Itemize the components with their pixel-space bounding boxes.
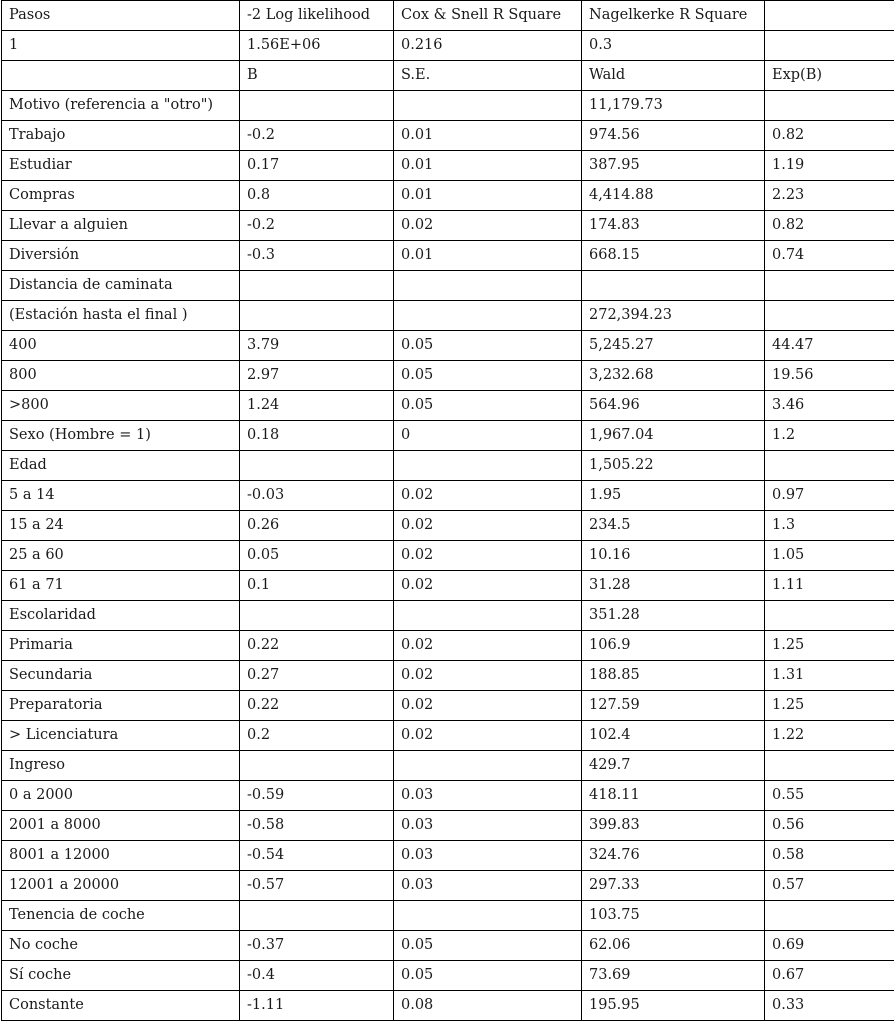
b-cell: -0.58 bbox=[240, 811, 394, 841]
b-cell: -0.4 bbox=[240, 961, 394, 991]
variable-cell: 400 bbox=[2, 331, 240, 361]
variable-cell: 2001 a 8000 bbox=[2, 811, 240, 841]
b-cell bbox=[240, 301, 394, 331]
se-cell: 0 bbox=[394, 421, 582, 451]
b-cell: -0.3 bbox=[240, 241, 394, 271]
wald-cell: 10.16 bbox=[582, 541, 765, 571]
b-cell bbox=[240, 271, 394, 301]
variable-cell: Compras bbox=[2, 181, 240, 211]
variable-cell bbox=[2, 61, 240, 91]
wald-cell: 1.95 bbox=[582, 481, 765, 511]
se-cell: 0.05 bbox=[394, 331, 582, 361]
se-cell bbox=[394, 601, 582, 631]
table-row bbox=[2, 871, 894, 901]
expb-cell bbox=[765, 91, 894, 121]
se-cell: 0.05 bbox=[394, 391, 582, 421]
table-row bbox=[2, 661, 894, 691]
se-cell bbox=[394, 301, 582, 331]
table-row bbox=[2, 691, 894, 721]
variable-cell: 15 a 24 bbox=[2, 511, 240, 541]
wald-cell: 1,967.04 bbox=[582, 421, 765, 451]
se-cell: 0.01 bbox=[394, 241, 582, 271]
table-row bbox=[2, 751, 894, 781]
b-cell: -0.57 bbox=[240, 871, 394, 901]
se-cell: 0.01 bbox=[394, 121, 582, 151]
expb-cell: 19.56 bbox=[765, 361, 894, 391]
table-row bbox=[2, 241, 894, 271]
expb-cell: 0.67 bbox=[765, 961, 894, 991]
variable-cell: Tenencia de coche bbox=[2, 901, 240, 931]
variable-cell: 800 bbox=[2, 361, 240, 391]
expb-cell: 0.56 bbox=[765, 811, 894, 841]
se-cell bbox=[394, 91, 582, 121]
wald-cell: 31.28 bbox=[582, 571, 765, 601]
table-row bbox=[2, 781, 894, 811]
wald-cell: 4,414.88 bbox=[582, 181, 765, 211]
expb-cell: 1.2 bbox=[765, 421, 894, 451]
se-cell: 0.03 bbox=[394, 811, 582, 841]
se-cell: 0.05 bbox=[394, 931, 582, 961]
se-cell: 0.02 bbox=[394, 481, 582, 511]
wald-cell: 102.4 bbox=[582, 721, 765, 751]
wald-cell: 351.28 bbox=[582, 601, 765, 631]
se-cell: 0.01 bbox=[394, 151, 582, 181]
b-cell: 0.18 bbox=[240, 421, 394, 451]
expb-cell: 0.33 bbox=[765, 991, 894, 1021]
expb-cell: 1.25 bbox=[765, 631, 894, 661]
se-cell: 0.01 bbox=[394, 181, 582, 211]
table-row bbox=[2, 301, 894, 331]
variable-cell: Motivo (referencia a "otro") bbox=[2, 91, 240, 121]
table-row bbox=[2, 421, 894, 451]
b-cell: 0.05 bbox=[240, 541, 394, 571]
table-body bbox=[2, 1, 894, 1021]
variable-cell: 12001 a 20000 bbox=[2, 871, 240, 901]
wald-cell: 429.7 bbox=[582, 751, 765, 781]
expb-cell bbox=[765, 301, 894, 331]
table-row bbox=[2, 211, 894, 241]
b-cell: B bbox=[240, 61, 394, 91]
b-cell: 1.24 bbox=[240, 391, 394, 421]
table-row bbox=[2, 271, 894, 301]
table-row bbox=[2, 901, 894, 931]
se-cell: 0.08 bbox=[394, 991, 582, 1021]
b-cell: -0.59 bbox=[240, 781, 394, 811]
table-row bbox=[2, 181, 894, 211]
b-cell: -0.03 bbox=[240, 481, 394, 511]
variable-cell: (Estación hasta el final ) bbox=[2, 301, 240, 331]
b-cell: 1.56E+06 bbox=[240, 31, 394, 61]
b-cell bbox=[240, 601, 394, 631]
table-row bbox=[2, 541, 894, 571]
wald-cell: 324.76 bbox=[582, 841, 765, 871]
b-cell: 2.97 bbox=[240, 361, 394, 391]
expb-cell bbox=[765, 271, 894, 301]
variable-cell: Estudiar bbox=[2, 151, 240, 181]
wald-cell bbox=[582, 271, 765, 301]
table-row bbox=[2, 331, 894, 361]
wald-cell: 668.15 bbox=[582, 241, 765, 271]
regression-results-table bbox=[1, 0, 894, 1021]
header-row bbox=[2, 1, 894, 31]
wald-cell: 188.85 bbox=[582, 661, 765, 691]
se-cell: 0.02 bbox=[394, 511, 582, 541]
variable-cell: Distancia de caminata bbox=[2, 271, 240, 301]
b-cell: 0.2 bbox=[240, 721, 394, 751]
se-cell: 0.02 bbox=[394, 691, 582, 721]
se-cell: 0.03 bbox=[394, 871, 582, 901]
wald-cell: 0.3 bbox=[582, 31, 765, 61]
wald-cell: 418.11 bbox=[582, 781, 765, 811]
se-cell: 0.02 bbox=[394, 661, 582, 691]
variable-cell: > Licenciatura bbox=[2, 721, 240, 751]
b-cell bbox=[240, 451, 394, 481]
wald-cell: 5,245.27 bbox=[582, 331, 765, 361]
expb-cell: Exp(B) bbox=[765, 61, 894, 91]
variable-cell: Trabajo bbox=[2, 121, 240, 151]
se-cell: 0.02 bbox=[394, 541, 582, 571]
summary-row bbox=[2, 31, 894, 61]
se-cell bbox=[394, 751, 582, 781]
table-row bbox=[2, 721, 894, 751]
se-cell bbox=[394, 451, 582, 481]
wald-cell: 62.06 bbox=[582, 931, 765, 961]
table-row bbox=[2, 931, 894, 961]
column-header-row bbox=[2, 61, 894, 91]
expb-cell: 1.11 bbox=[765, 571, 894, 601]
expb-cell: 1.25 bbox=[765, 691, 894, 721]
table-row bbox=[2, 481, 894, 511]
b-cell: 0.8 bbox=[240, 181, 394, 211]
expb-cell bbox=[765, 751, 894, 781]
expb-cell: 0.82 bbox=[765, 211, 894, 241]
wald-cell: 127.59 bbox=[582, 691, 765, 721]
wald-cell: 234.5 bbox=[582, 511, 765, 541]
table-row bbox=[2, 121, 894, 151]
wald-cell: 387.95 bbox=[582, 151, 765, 181]
expb-cell: 0.58 bbox=[765, 841, 894, 871]
se-cell: 0.03 bbox=[394, 781, 582, 811]
expb-cell: 0.57 bbox=[765, 871, 894, 901]
variable-cell: No coche bbox=[2, 931, 240, 961]
wald-cell: Wald bbox=[582, 61, 765, 91]
variable-cell: Primaria bbox=[2, 631, 240, 661]
variable-cell: 1 bbox=[2, 31, 240, 61]
table-row bbox=[2, 451, 894, 481]
expb-cell: 1.05 bbox=[765, 541, 894, 571]
se-cell: 0.05 bbox=[394, 361, 582, 391]
b-cell: 0.27 bbox=[240, 661, 394, 691]
variable-cell: Escolaridad bbox=[2, 601, 240, 631]
b-cell: 0.1 bbox=[240, 571, 394, 601]
wald-cell: 1,505.22 bbox=[582, 451, 765, 481]
expb-cell: 1.19 bbox=[765, 151, 894, 181]
variable-cell: 0 a 2000 bbox=[2, 781, 240, 811]
expb-cell bbox=[765, 1, 894, 31]
variable-cell: 5 a 14 bbox=[2, 481, 240, 511]
expb-cell: 0.74 bbox=[765, 241, 894, 271]
se-cell: 0.02 bbox=[394, 721, 582, 751]
wald-cell: 106.9 bbox=[582, 631, 765, 661]
variable-cell: 61 a 71 bbox=[2, 571, 240, 601]
expb-cell: 1.31 bbox=[765, 661, 894, 691]
expb-cell: 44.47 bbox=[765, 331, 894, 361]
expb-cell: 0.82 bbox=[765, 121, 894, 151]
se-cell: 0.02 bbox=[394, 571, 582, 601]
b-cell: -0.2 bbox=[240, 211, 394, 241]
table-row bbox=[2, 151, 894, 181]
variable-cell: 8001 a 12000 bbox=[2, 841, 240, 871]
variable-cell: Edad bbox=[2, 451, 240, 481]
wald-cell: 174.83 bbox=[582, 211, 765, 241]
b-cell bbox=[240, 91, 394, 121]
variable-cell: Preparatoria bbox=[2, 691, 240, 721]
wald-cell: 564.96 bbox=[582, 391, 765, 421]
variable-cell: Llevar a alguien bbox=[2, 211, 240, 241]
se-cell: 0.03 bbox=[394, 841, 582, 871]
variable-cell: Ingreso bbox=[2, 751, 240, 781]
wald-cell: 195.95 bbox=[582, 991, 765, 1021]
table-row bbox=[2, 391, 894, 421]
b-cell: -0.37 bbox=[240, 931, 394, 961]
wald-cell: 73.69 bbox=[582, 961, 765, 991]
se-cell bbox=[394, 901, 582, 931]
se-cell: Cox & Snell R Square bbox=[394, 1, 582, 31]
wald-cell: 103.75 bbox=[582, 901, 765, 931]
se-cell: 0.02 bbox=[394, 211, 582, 241]
table-row bbox=[2, 91, 894, 121]
table-row bbox=[2, 811, 894, 841]
expb-cell bbox=[765, 601, 894, 631]
se-cell: S.E. bbox=[394, 61, 582, 91]
b-cell: -0.54 bbox=[240, 841, 394, 871]
table-row bbox=[2, 961, 894, 991]
b-cell: 0.22 bbox=[240, 631, 394, 661]
b-cell: -1.11 bbox=[240, 991, 394, 1021]
b-cell: -2 Log likelihood bbox=[240, 1, 394, 31]
wald-cell: 399.83 bbox=[582, 811, 765, 841]
variable-cell: Secundaria bbox=[2, 661, 240, 691]
wald-cell: 974.56 bbox=[582, 121, 765, 151]
expb-cell: 0.55 bbox=[765, 781, 894, 811]
wald-cell: Nagelkerke R Square bbox=[582, 1, 765, 31]
variable-cell: Sí coche bbox=[2, 961, 240, 991]
table-row bbox=[2, 511, 894, 541]
variable-cell: Diversión bbox=[2, 241, 240, 271]
table-row bbox=[2, 631, 894, 661]
b-cell: 3.79 bbox=[240, 331, 394, 361]
variable-cell: >800 bbox=[2, 391, 240, 421]
expb-cell: 0.69 bbox=[765, 931, 894, 961]
variable-cell: Pasos bbox=[2, 1, 240, 31]
expb-cell: 0.97 bbox=[765, 481, 894, 511]
expb-cell bbox=[765, 901, 894, 931]
b-cell bbox=[240, 901, 394, 931]
b-cell: 0.22 bbox=[240, 691, 394, 721]
expb-cell bbox=[765, 451, 894, 481]
variable-cell: 25 a 60 bbox=[2, 541, 240, 571]
table-row bbox=[2, 361, 894, 391]
se-cell: 0.05 bbox=[394, 961, 582, 991]
wald-cell: 11,179.73 bbox=[582, 91, 765, 121]
se-cell: 0.216 bbox=[394, 31, 582, 61]
se-cell bbox=[394, 271, 582, 301]
table-row bbox=[2, 601, 894, 631]
expb-cell bbox=[765, 31, 894, 61]
wald-cell: 3,232.68 bbox=[582, 361, 765, 391]
expb-cell: 3.46 bbox=[765, 391, 894, 421]
wald-cell: 297.33 bbox=[582, 871, 765, 901]
table-row bbox=[2, 991, 894, 1021]
expb-cell: 2.23 bbox=[765, 181, 894, 211]
variable-cell: Sexo (Hombre = 1) bbox=[2, 421, 240, 451]
table-row bbox=[2, 841, 894, 871]
variable-cell: Constante bbox=[2, 991, 240, 1021]
table-row bbox=[2, 571, 894, 601]
expb-cell: 1.22 bbox=[765, 721, 894, 751]
b-cell: 0.26 bbox=[240, 511, 394, 541]
se-cell: 0.02 bbox=[394, 631, 582, 661]
b-cell: 0.17 bbox=[240, 151, 394, 181]
expb-cell: 1.3 bbox=[765, 511, 894, 541]
b-cell: -0.2 bbox=[240, 121, 394, 151]
b-cell bbox=[240, 751, 394, 781]
wald-cell: 272,394.23 bbox=[582, 301, 765, 331]
